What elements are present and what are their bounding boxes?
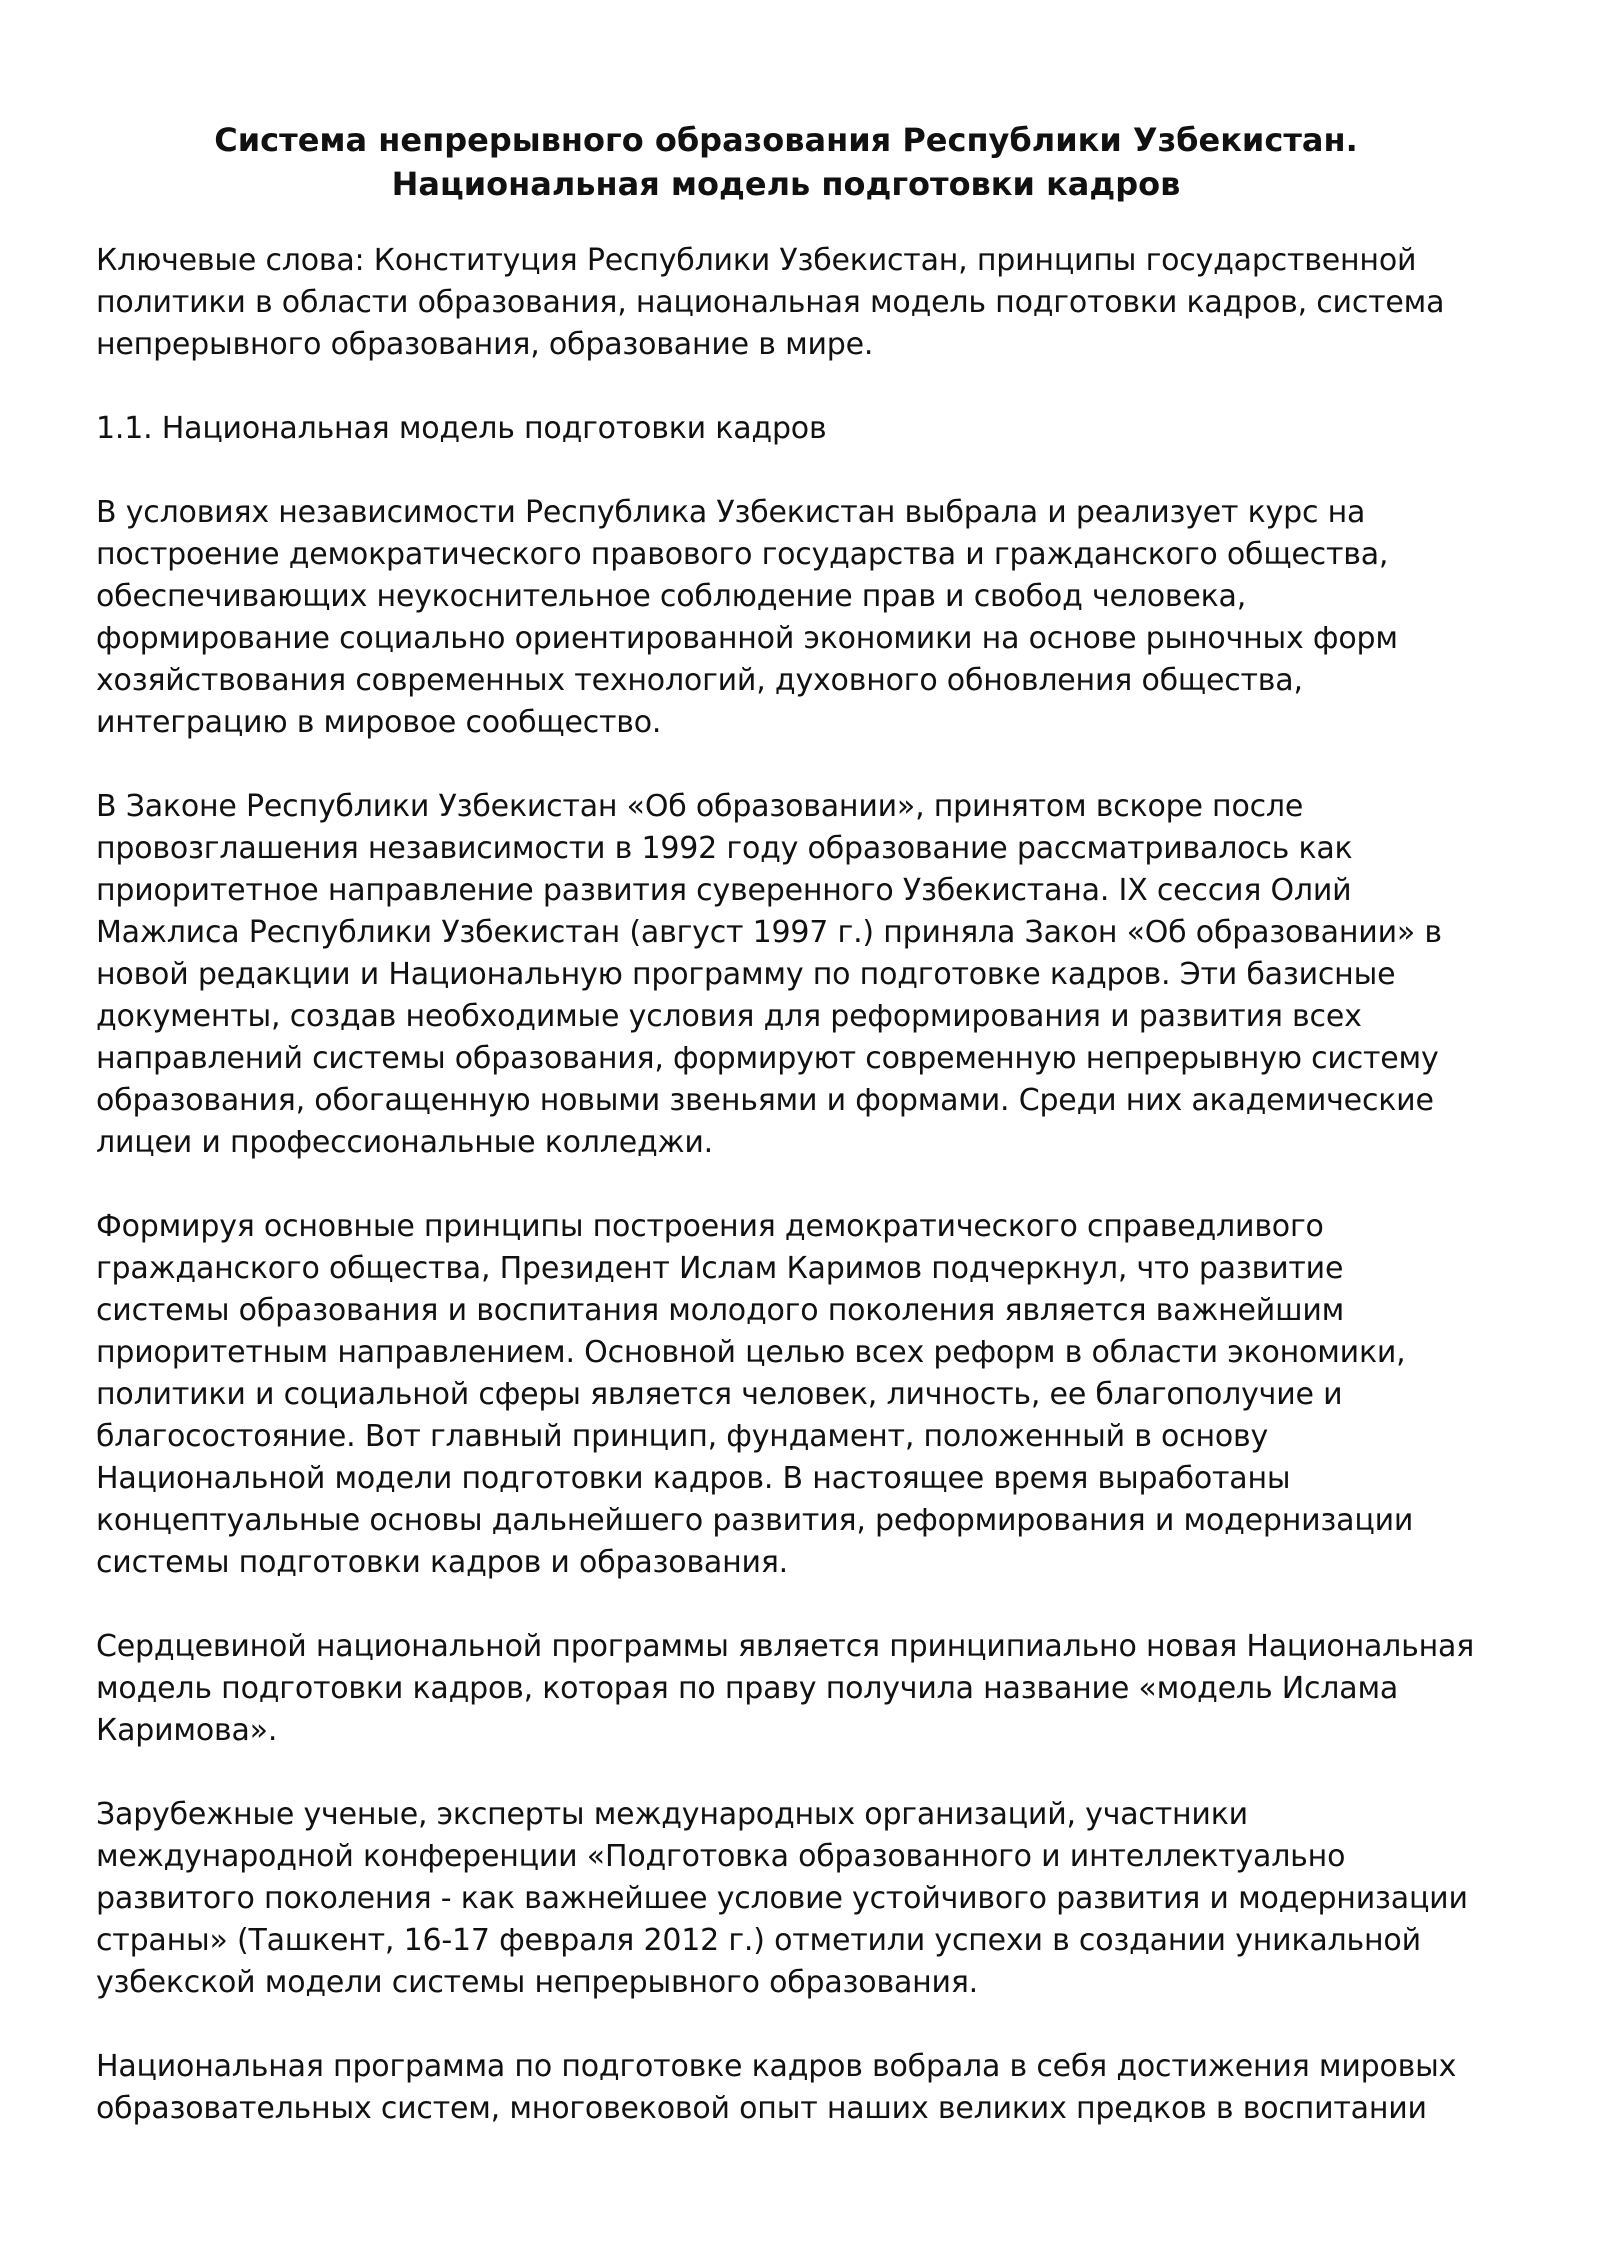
- body-paragraph: Зарубежные ученые, эксперты международных организаций, участники международной конференции «Подготовка образованного и интеллектуально развитого поколения - как важнейшее условие устойчивого развития и модернизации страны» (Ташкент, 16-17 февраля 2012 г.) отметили успехи в создании уникальной узбекской модели системы непрерывного образования.: [96, 1797, 1468, 2000]
- body-paragraph: Национальная программа по подготовке кадров вобрала в себя достижения мировых образовательных систем, многовековой опыт наших великих предков в воспитании: [96, 2049, 1457, 2126]
- section-heading: 1.1. Национальная модель подготовки кадров: [96, 411, 827, 446]
- body-paragraph: В условиях независимости Республика Узбекистан выбрала и реализует курс на построение демократического правового государства и гражданского общества, обеспечивающих неукоснительное соблюдение прав и свобод человека, формирование социально ориентированной экономики на основе рыночных форм хозяйствования современных технологий, духовного обновления общества, интеграцию в мировое сообщество.: [96, 495, 1398, 740]
- document-body: [96, 118, 1476, 2130]
- document-title: Система непрерывного образования Республики Узбекистан. Национальная модель подготовки кадров: [214, 121, 1358, 203]
- keywords-paragraph: Ключевые слова: Конституция Республики Узбекистан, принципы государственной политики в области образования, национальная модель подготовки кадров, система непрерывного образования, образование в мире.: [96, 243, 1445, 362]
- body-paragraph: Сердцевиной национальной программы является принципиально новая Национальная модель подготовки кадров, которая по праву получила название «модель Ислама Каримова».: [96, 1629, 1475, 1748]
- body-paragraph: В Законе Республики Узбекистан «Об образовании», принятом вскоре после провозглашения независимости в 1992 году образование рассматривалось как приоритетное направление развития суверенного Узбекистана. IX сессия Олий Мажлиса Республики Узбекистан (август 1997 г.) приняла Закон «Об образовании» в новой редакции и Национальную программу по подготовке кадров. Эти базисные документы, создав необходимые условия для реформирования и развития всех направлений системы образования, формируют современную непрерывную систему образования, обогащенную новыми звеньями и формами. Среди них академические лицеи и профессиональные колледжи.: [96, 789, 1442, 1160]
- body-paragraph: Формируя основные принципы построения демократического справедливого гражданского общества, Президент Ислам Каримов подчеркнул, что развитие системы образования и воспитания молодого поколения является важнейшим приоритетным направлением. Основной целью всех реформ в области экономики, политики и социальной сферы является человек, личность, ее благополучие и благосостояние. Вот главный принцип, фундамент, положенный в основу Национальной модели подготовки кадров. В настоящее время выработаны концептуальные основы дальнейшего развития, реформирования и модернизации системы подготовки кадров и образования.: [96, 1209, 1414, 1580]
